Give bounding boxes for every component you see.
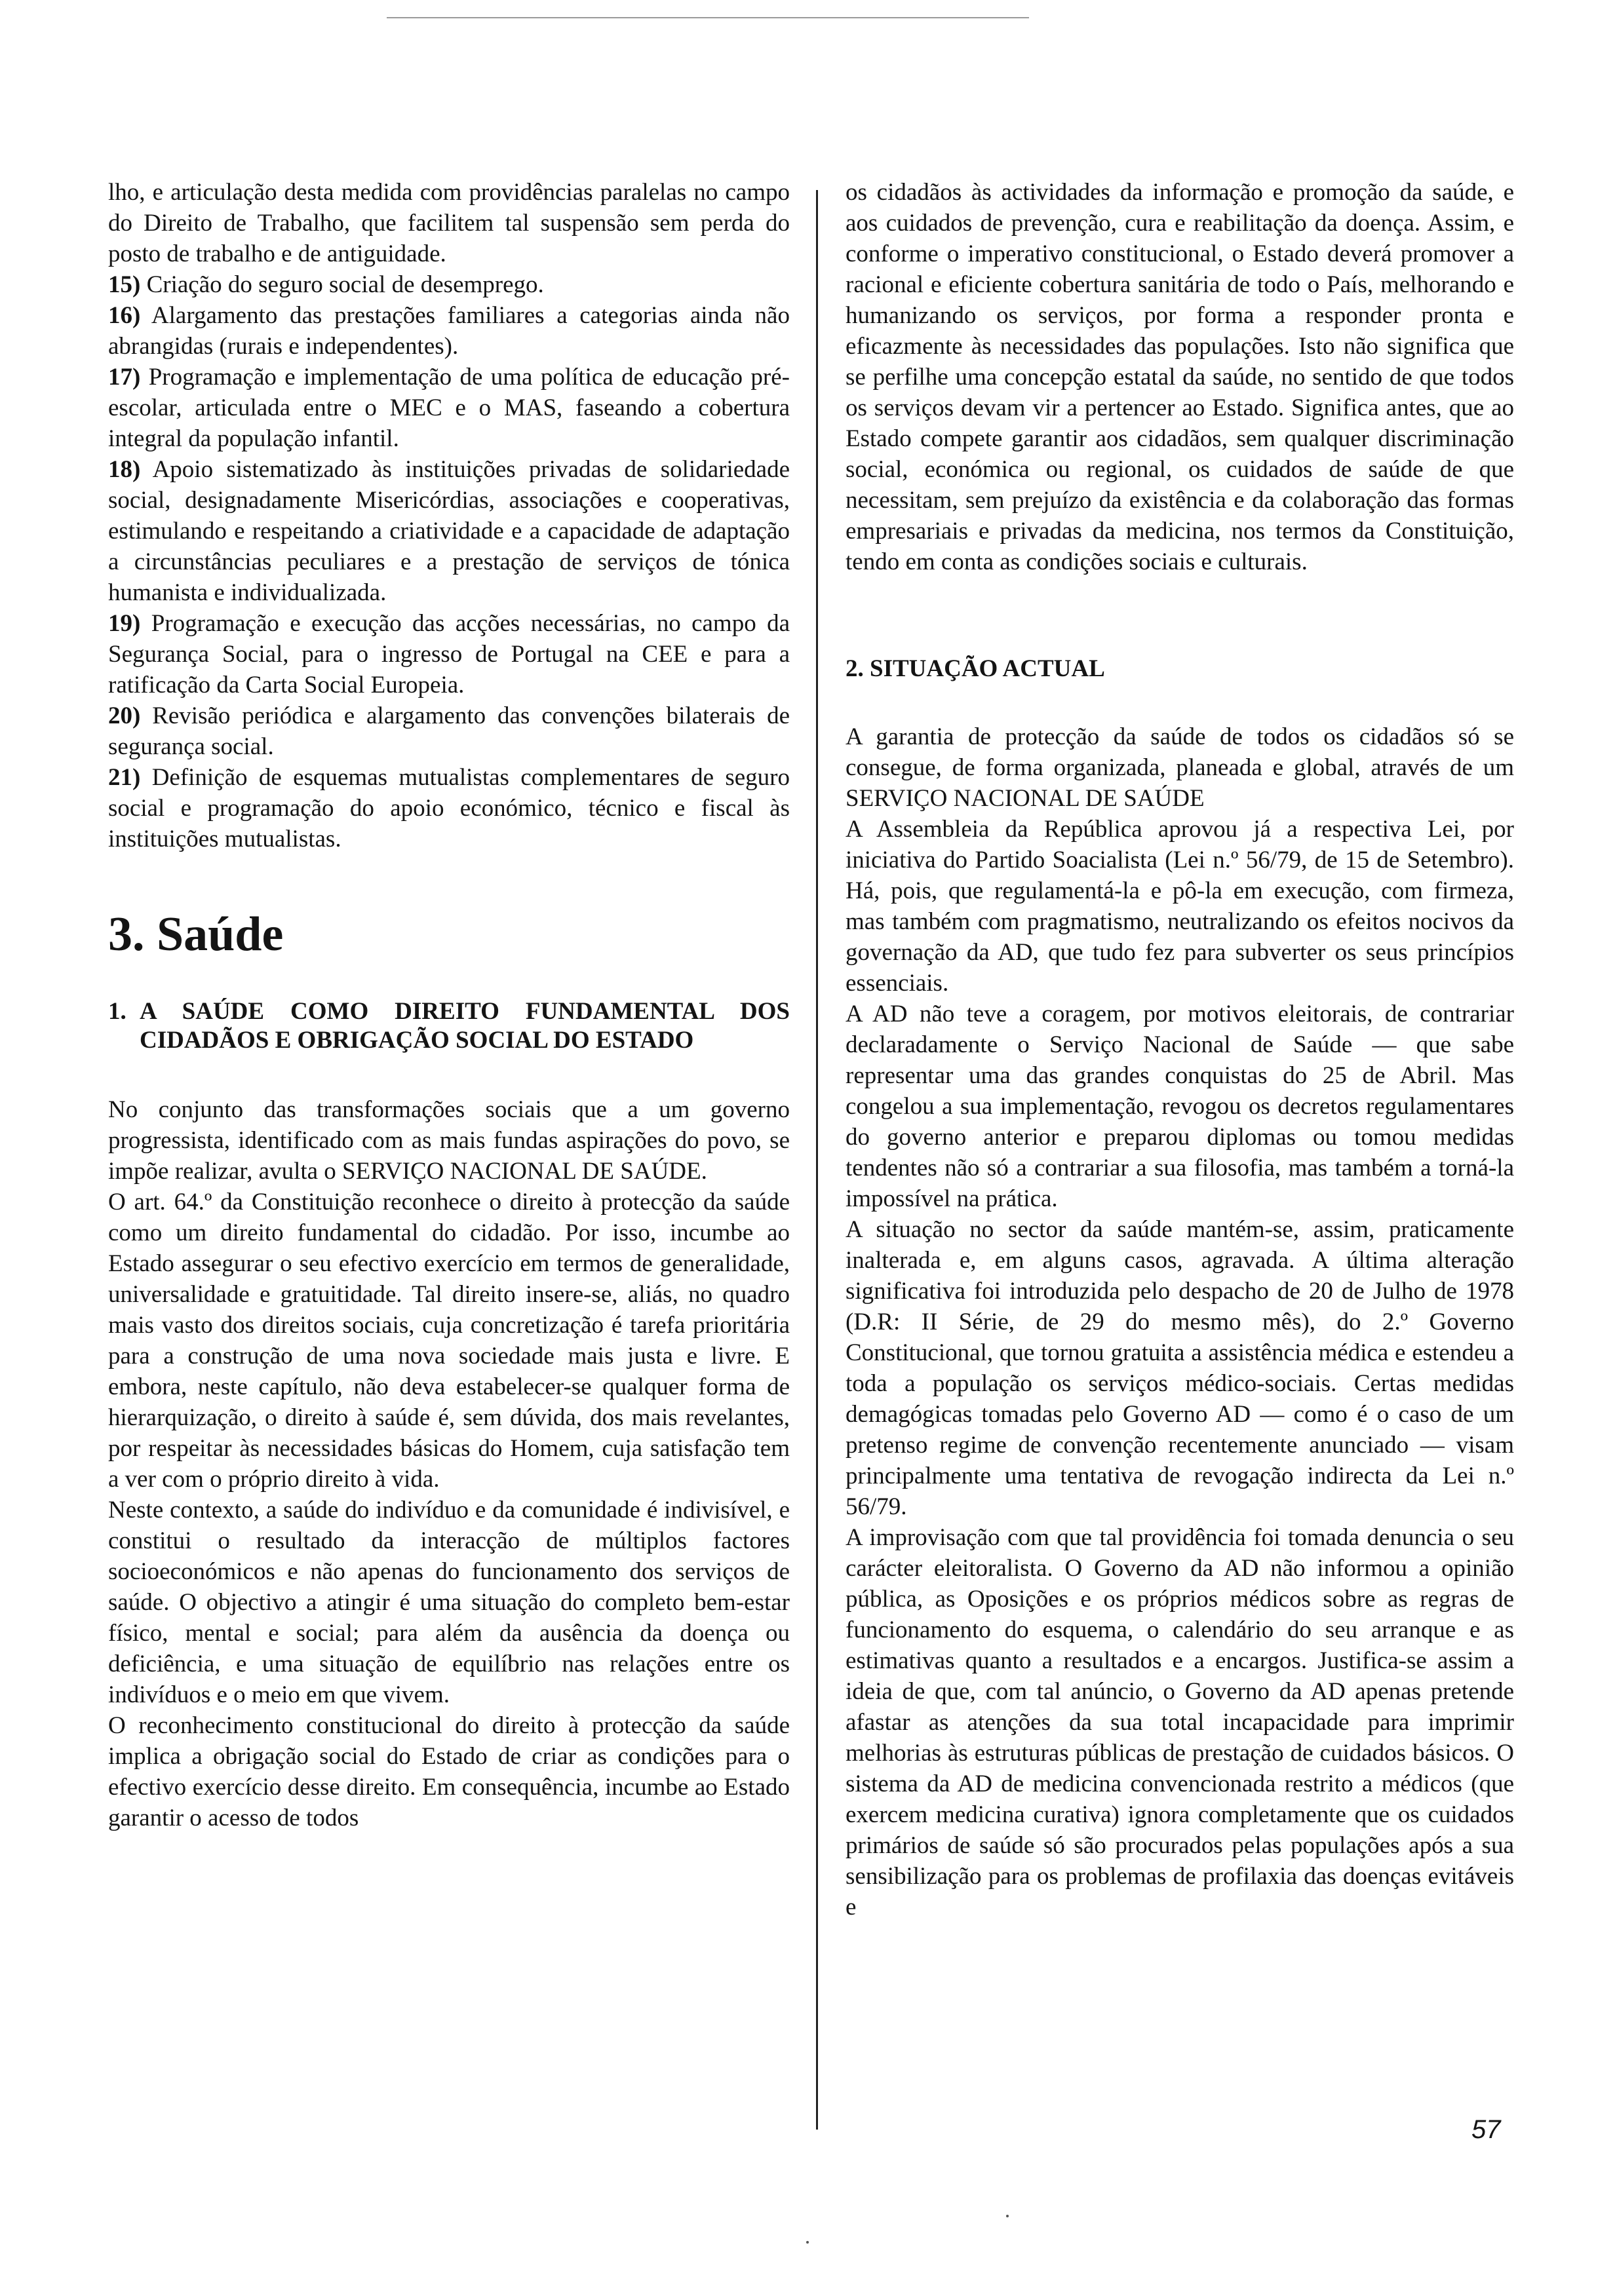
header-rule [387,17,1029,18]
list-item-text: Definição de esquemas mutualistas complementares de seguro social e programação do apoio económico, técnico e fiscal às instituições mutualistas. [108,764,790,852]
scan-speck [1006,2215,1009,2217]
list-item [108,762,790,854]
scan-speck [806,2241,809,2244]
list-item-number: 17) [108,364,141,391]
body-paragraph: A situação no sector da saúde mantém-se, assim, praticamente inalterada e, em alguns casos, agravada. A última alteração significativa foi introduzida pelo despacho de 20 de Julho de 1978 (D.R: II Série, de 29 do mesmo mês), do 2.º Governo Constitucional, que tornou gratuita a assistência médica e estendeu a toda a população os serviços médico-sociais. Certas medidas demagógicas tomadas pelo Governo AD — como é o caso de um pretenso regime de convenção recentemente anunciado — visam principalmente uma tentativa de revogação indirecta da Lei n.º 56/79. [846,1216,1514,1520]
list-item-text: Criação do seguro social de desemprego. [146,271,544,298]
list-item [108,269,790,300]
list-item [108,362,790,454]
list-item [108,454,790,608]
body-paragraph: A garantia de protecção da saúde de todos os cidadãos só se consegue, de forma organizada, planeada e global, através de um SERVIÇO NACIONAL DE SAÚDE [846,723,1514,812]
list-item-number: 19) [108,610,141,637]
body-paragraph: Neste contexto, a saúde do indivíduo e da comunidade é indivisível, e constitui o resultado da interacção de múltiplos factores socioeconómicos e não apenas do funcionamento dos serviços de saúde. O objectivo a atingir é uma situação do completo bem-estar físico, mental e social; para além da ausência da doença ou deficiência, e uma situação de equilíbrio nas relações entre os indivíduos e o meio em que vivem. [108,1497,790,1708]
subsection-heading: 2. SITUAÇÃO ACTUAL [846,655,1105,682]
list-item-number: 16) [108,302,141,329]
list-item-text: Alargamento das prestações familiares a categorias ainda não abrangidas (rurais e independentes). [108,302,790,360]
body-paragraph: O art. 64.º da Constituição reconhece o direito à protecção da saúde como um direito fundamental do cidadão. Por isso, incumbe ao Estado assegurar o seu efectivo exercício em termos de generalidade, universalidade e gratuitidade. Tal direito insere-se, aliás, no quadro mais vasto dos direitos sociais, cuja concretização é tarefa prioritária para a construção de uma nova sociedade mais justa e livre. E embora, neste capítulo, não deva estabelecer-se qualquer forma de hierarquização, o direito à saúde é, sem dúvida, dos mais revelantes, por respeitar às necessidades básicas do Homem, cuja satisfação tem a ver com o próprio direito à vida. [108,1189,790,1493]
page-number: 57 [1471,2115,1501,2144]
numbered-list [108,269,790,854]
column-divider [816,190,818,2130]
list-item-number: 18) [108,456,141,483]
list-item-number: 21) [108,764,141,791]
body-paragraph: A improvisação com que tal providência foi tomada denuncia o seu carácter eleitoralista. O Governo da AD não informou a opinião pública, as Oposições e os próprios médicos sobre as regras de funcionamento do esquema, o calendário do seu arranque e as estimativas quanto a resultados e a encargos. Justifica-se assim a ideia de que, com tal anúncio, o Governo da AD apenas pretende afastar as atenções da sua total incapacidade para imprimir melhorias às estruturas públicas de prestação de cuidados básicos. O sistema da AD de medicina convencionada restrito a médicos (que exercem medicina curativa) ignora completamente que os cuidados primários de saúde só são procurados pelas populações após a sua sensibilização para os problemas de profilaxia das doenças evitáveis e [846,1524,1514,1921]
right-column [846,177,1514,1923]
subsection-title: A SAÚDE COMO DIREITO FUNDAMENTAL DOS CIDADÃOS E OBRIGAÇÃO SOCIAL DO ESTADO [140,998,790,1054]
intro-paragraph: lho, e articulação desta medida com providências paralelas no campo do Direito de Trabalho, que facilitem tal suspensão sem perda do posto de trabalho e de antiguidade. [108,179,790,267]
list-item-text: Apoio sistematizado às instituições privadas de solidariedade social, designadamente Misericórdias, associações e cooperativas, estimulando e respeitando a criatividade e a capacidade de adaptação a circunstâncias peculiares e a prestação de serviços de tónica humanista e individualizada. [108,456,790,606]
list-item [108,700,790,762]
list-item-text: Programação e execução das acções necessárias, no campo da Segurança Social, para o ingresso de Portugal na CEE e para a ratificação da Carta Social Europeia. [108,610,790,698]
list-item-text: Programação e implementação de uma política de educação pré-escolar, articulada entre o MEC e o MAS, faseando a cobertura integral da população infantil. [108,364,790,452]
list-item [108,608,790,700]
list-item [108,300,790,362]
subsection-heading [108,997,790,1055]
body-paragraph: os cidadãos às actividades da informação e promoção da saúde, e aos cuidados de prevenção, cura e reabilitação da doença. Assim, e conforme o imperativo constitucional, o Estado deverá promover a racional e eficiente cobertura sanitária de todo o País, melhorando e humanizando os serviços, por forma a responder pronta e eficazmente às necessidades das populações. Isto não significa que se perfilhe uma concepção estatal da saúde, no sentido de que todos os serviços devam vir a pertencer ao Estado. Significa antes, que ao Estado compete garantir aos cidadãos, sem qualquer discriminação social, económica ou regional, os cuidados de saúde de que necessitam, sem prejuízo da existência e da colaboração das formas empresariais e privadas da medicina, nos termos da Constituição, tendo em conta as condições sociais e culturais. [846,179,1514,575]
list-item-text: Revisão periódica e alargamento das convenções bilaterais de segurança social. [108,702,790,760]
body-paragraph: No conjunto das transformações sociais que a um governo progressista, identificado com as mais fundas aspirações do povo, se impõe realizar, avulta o SERVIÇO NACIONAL DE SAÚDE. [108,1096,790,1185]
subsection-number: 1. [108,998,126,1025]
list-item-number: 15) [108,271,141,298]
left-column [108,177,790,1833]
list-item-number: 20) [108,702,141,729]
body-paragraph: A AD não teve a coragem, por motivos eleitorais, de contrariar declaradamente o Serviço Nacional de Saúde — que sabe representar uma das grandes conquistas do 25 de Abril. Mas congelou a sua implementação, revogou os decretos regulamentares do governo anterior e preparou diplomas ou tomou medidas tendentes não só a contrariar a sua filosofia, mas também a torná-la impossível na prática. [846,1001,1514,1212]
body-paragraph: O reconhecimento constitucional do direito à protecção da saúde implica a obrigação social do Estado de criar as condições para o efectivo exercício desse direito. Em consequência, incumbe ao Estado garantir o acesso de todos [108,1712,790,1831]
body-paragraph: A Assembleia da República aprovou já a respectiva Lei, por iniciativa do Partido Soacialista (Lei n.º 56/79, de 15 de Setembro). Há, pois, que regulamentá-la e pô-la em execução, com firmeza, mas também com pragmatismo, neutralizando os efeitos nocivos da governação da AD, que tudo fez para subverter os seus princípios essenciais. [846,816,1514,997]
section-title: 3. Saúde [108,908,284,961]
